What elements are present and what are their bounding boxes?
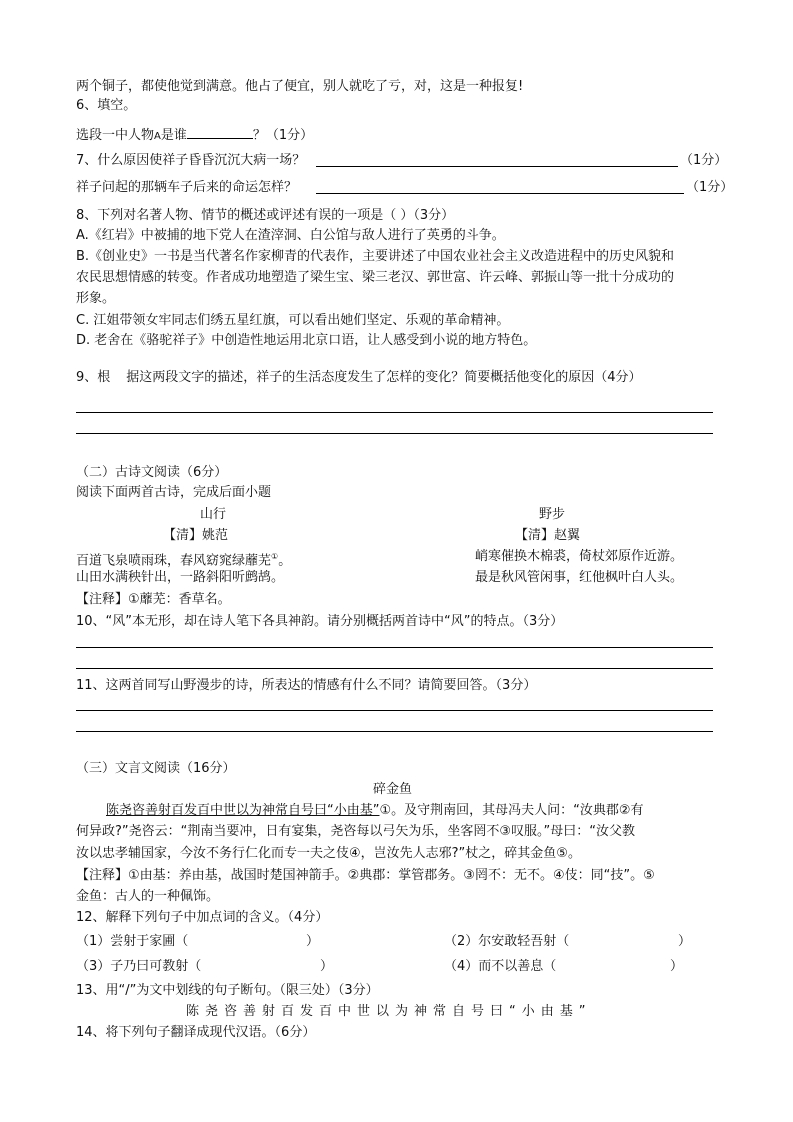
- q8-title: 8、下列对名著人物、情节的概述或评述有误的一项是（ ）（3分）: [76, 208, 455, 223]
- classical-para-line1: [106, 803, 644, 819]
- q12-item3-close: ）: [320, 959, 334, 974]
- q6-item-a-letter: A: [154, 131, 161, 142]
- classical-underlined-sentence: 陈尧咨善射百发百中世以为神常自号曰“小由基”: [106, 803, 380, 818]
- q9-answer-line-2[interactable]: [76, 433, 713, 434]
- q13-sentence: 陈尧咨善射百发百中世以为神常自号曰“小由基”: [186, 1004, 592, 1019]
- poem2-line2: 最是秋风管闲事，红他枫叶白人头。: [475, 570, 684, 585]
- classical-para-line3: 汝以忠孝辅国家，今汝不务行仁化而专一夫之伎④，岂汝先人志邪?”杖之，碎其金鱼⑤。: [76, 846, 581, 861]
- classical-para-line2: 何异政?”尧咨云：“荆南当要冲，日有宴集，尧咨每以弓矢为乐，坐客罔不③叹服。”母曰：“汝父教: [76, 824, 635, 839]
- q9-text: 据这两段文字的描述，祥子的生活态度发生了怎样的变化？简要概括他变化的原因（4分）: [126, 370, 642, 385]
- classical-title: 碎金鱼: [373, 782, 413, 797]
- q12-item1: （1）尝射于家圃（: [76, 934, 189, 949]
- q10-answer-line-2[interactable]: [76, 668, 713, 669]
- q12-item1-close: ）: [306, 934, 320, 949]
- q6-item-a: [76, 126, 313, 145]
- poem-section-heading: （二）古诗文阅读（6分）: [76, 465, 228, 480]
- q7-score: （1分）: [680, 153, 728, 168]
- q12-item4: （4）而不以善息（: [444, 959, 557, 974]
- poem1-line1-end: 。: [278, 553, 292, 569]
- passage-end-line: 两个铜子，都使他觉到满意。他占了便宜，别人就吃了亏，对，这是一种报复!: [76, 79, 524, 94]
- poem1-title: 山行: [200, 507, 227, 522]
- q7-sub-question: 祥子问起的那辆车子后来的命运怎样？: [76, 180, 298, 195]
- q7-sub-answer-line[interactable]: [316, 193, 684, 194]
- q6-item-a-mid: 是谁: [160, 128, 187, 143]
- q11-answer-line-1[interactable]: [76, 710, 713, 711]
- q8-option-a: A.《红岩》中被捕的地下党人在渣滓洞、白公馆与敌人进行了英勇的斗争。: [76, 228, 505, 243]
- q6-item-a-post: ？（1分）: [252, 128, 314, 143]
- q11-question: 11、这两首同写山野漫步的诗，所表达的情感有什么不同？请简要回答。（3分）: [76, 678, 537, 693]
- classical-note-line2: 金鱼：古人的一种佩饰。: [76, 889, 220, 904]
- q6-title: 6、填空。: [76, 98, 137, 113]
- q12-item2: （2）尔安敢轻吾射（: [444, 934, 570, 949]
- q7-sub-score: （1分）: [686, 180, 734, 195]
- q14-title: 14、将下列句子翻译成现代汉语。（6分）: [76, 1025, 316, 1040]
- q9-number: 9、根: [76, 370, 111, 385]
- q11-answer-line-2[interactable]: [76, 731, 713, 732]
- poem1-line1: [76, 549, 291, 569]
- q12-title: 12、解释下列句子中加点词的含义。（4分）: [76, 910, 329, 925]
- q12-item4-close: ）: [670, 959, 684, 974]
- q7-answer-line[interactable]: [316, 166, 678, 167]
- poem2-title: 野步: [539, 507, 566, 522]
- q13-title: 13、用“/”为文中划线的句子断句。（限三处）（3分）: [76, 983, 379, 998]
- q8-option-c: C. 江姐带领女牢同志们绣五星红旗，可以看出她们坚定、乐观的革命精神。: [76, 313, 510, 328]
- poem1-author: 【清】姚范: [163, 528, 229, 543]
- classical-section-heading: （三）文言文阅读（16分）: [76, 761, 236, 776]
- q6-answer-blank[interactable]: [187, 126, 253, 139]
- poem2-author: 【清】赵翼: [515, 528, 581, 543]
- poem2-line1: 峭寒催换木棉裘，倚杖郊原作近游。: [475, 549, 684, 564]
- classical-para-line1-rest: ①。及守荆南回，其母冯夫人问：“汝典郡②有: [379, 803, 644, 818]
- q10-answer-line-1[interactable]: [76, 647, 713, 648]
- q8-option-b-line2: 农民思想情感的转变。作者成功地塑造了梁生宝、梁三老汉、郭世富、许云峰、郭振山等一批十分成功的: [76, 270, 675, 285]
- q8-option-d: D. 老舍在《骆驼祥子》中创造性地运用北京口语，让人感受到小说的地方特色。: [76, 333, 537, 348]
- q7-question: 7、什么原因使祥子昏昏沉沉大病一场？: [76, 153, 306, 168]
- poem-note: 【注释】①蘼芜：香草名。: [76, 592, 231, 607]
- q9-answer-line-1[interactable]: [76, 412, 713, 413]
- q8-option-b-line1: B.《创业史》一书是当代著名作家柳青的代表作，主要讲述了中国农业社会主义改造进程中的历史风貌和: [76, 249, 675, 264]
- q10-question: 10、“风”本无形，却在诗人笔下各具神韵。请分别概括两首诗中“风”的特点。（3分）: [76, 614, 564, 629]
- q9-question: [76, 370, 642, 386]
- q12-item3: （3）子乃曰可教射（: [76, 959, 202, 974]
- q6-item-a-pre: 选段一中人物: [76, 128, 155, 143]
- q8-option-b-line3: 形象。: [76, 291, 116, 306]
- q12-item2-close: ）: [678, 934, 692, 949]
- poem1-footnote-mark: ①: [271, 552, 279, 561]
- classical-note-line1: 【注释】①由基：养由基，战国时楚国神箭手。②典郡：掌管郡务。③罔不：无不。④伎：同“技”。⑤: [76, 868, 655, 883]
- poem1-line2: 山田水满秧针出，一路斜阳听鹧鸪。: [76, 570, 285, 585]
- poem-section-intro: 阅读下面两首古诗，完成后面小题: [76, 485, 272, 500]
- poem1-line1-text: 百道飞泉喷雨珠，春风窈窕绿蘼芜: [76, 553, 272, 569]
